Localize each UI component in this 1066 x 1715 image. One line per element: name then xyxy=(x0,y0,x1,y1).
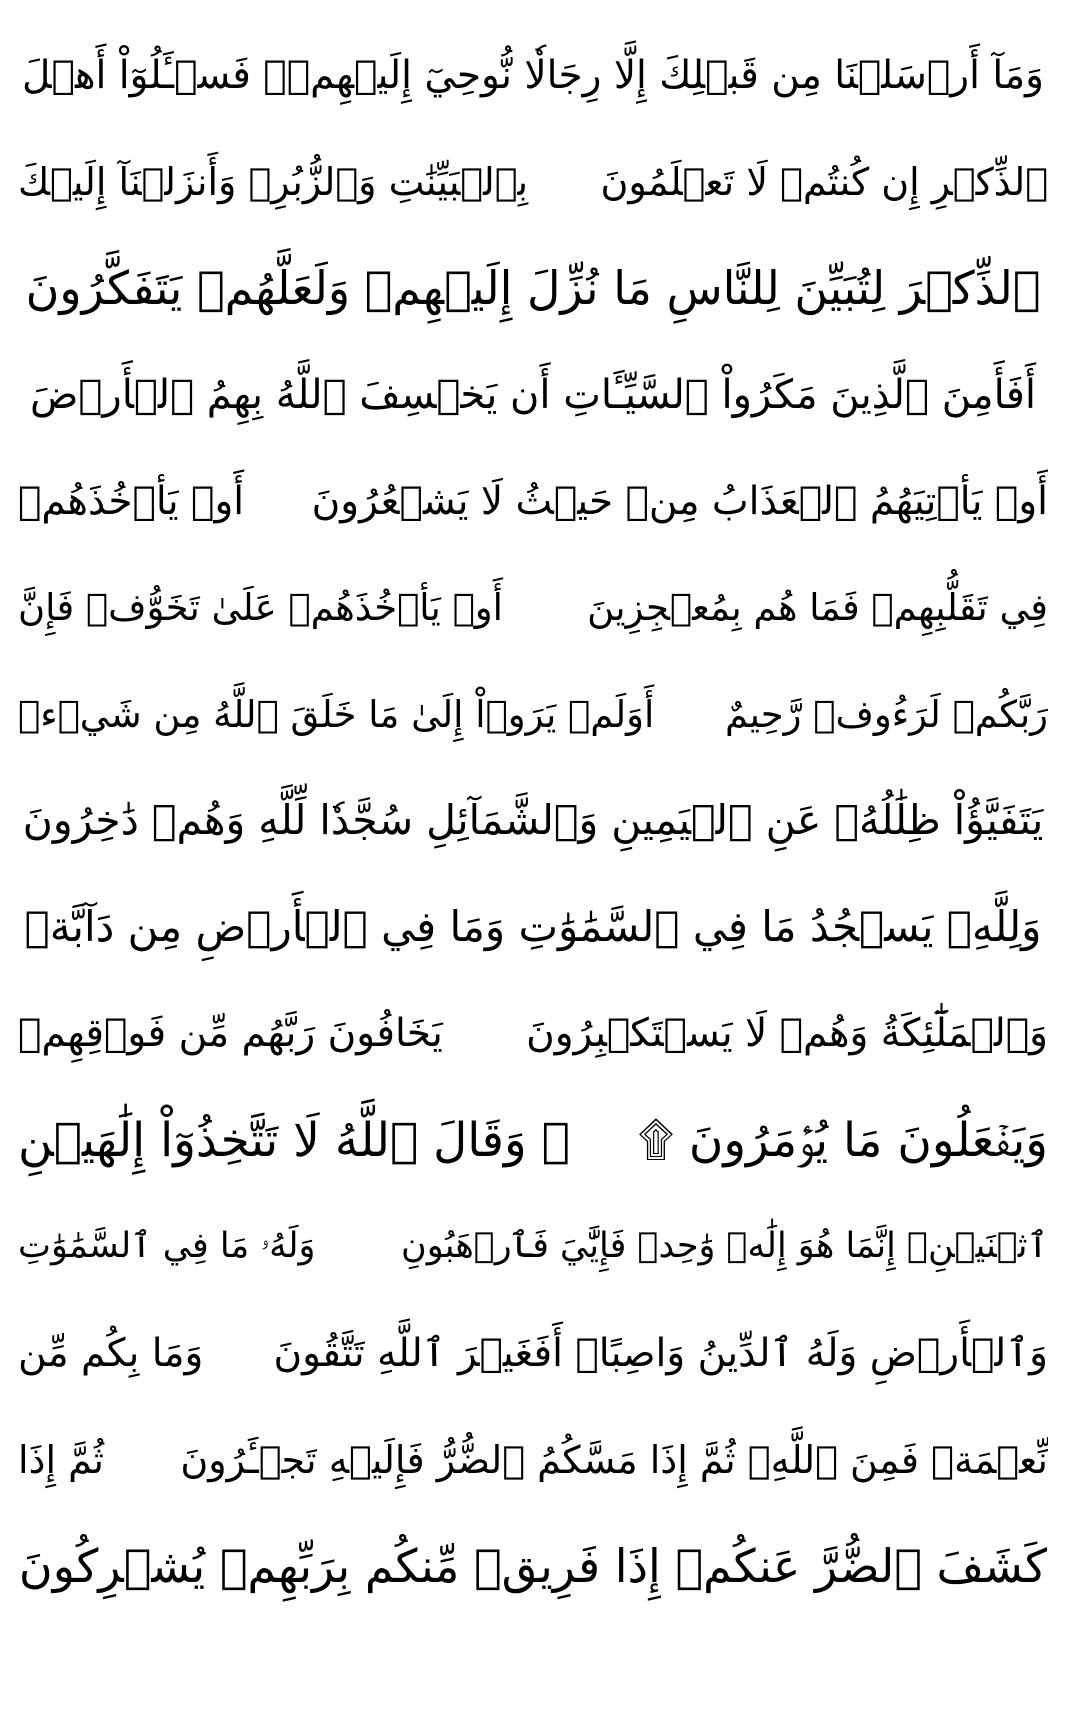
text-line xyxy=(18,129,1048,236)
line-text: أَوۡ يَأۡخُذَهُمۡ عَلَىٰ تَخَوُّفٖ فَإِنَّ xyxy=(18,586,503,630)
line-text: يَتَفَيَّؤُاْ ظِلَٰلُهُۥ عَنِ ٱلۡيَمِينِ وَٱلشَّمَآئِلِ سُجَّدٗا لِّلَّهِ وَهُمۡ دَٰخِرُونَ xyxy=(22,796,1044,845)
line-text: وَٱلۡأَرۡضِ وَلَهُ ٱلدِّينُ وَاصِبًاۚ أَفَغَيۡرَ ٱللَّهِ تَتَّقُونَ xyxy=(273,1330,1048,1376)
line-text: ۞ وَقَالَ ٱللَّهُ لَا تَتَّخِذُوٓاْ إِلَٰهَيۡنِ xyxy=(18,1112,570,1168)
line-text: رَبَّكُمۡ لَرَءُوفٞ رَّحِيمٌ xyxy=(725,692,1048,736)
line-text: فِي تَقَلُّبِهِمۡ فَمَا هُم بِمُعۡجِزِينَ xyxy=(587,586,1048,630)
line-text: ٱلذِّكۡرِ إِن كُنتُمۡ لَا تَعۡلَمُونَ xyxy=(600,159,1048,204)
text-line xyxy=(18,1513,1048,1620)
line-text: ٱلذِّكۡرَ لِتُبَيِّنَ لِلنَّاسِ مَا نُزِّلَ إِلَيۡهِمۡ وَلَعَلَّهُمۡ يَتَفَكَّرُونَ xyxy=(25,261,1041,316)
line-text: يَخَافُونَ رَبَّهُم مِّن فَوۡقِهِمۡ xyxy=(18,1011,443,1057)
text-line xyxy=(18,22,1048,129)
line-text: نِّعۡمَةٖ فَمِنَ ٱللَّهِۖ ثُمَّ إِذَا مَسَّكُمُ ٱلضُّرُّ فَإِلَيۡهِ تَجۡـَٔرُونَ xyxy=(180,1437,1048,1482)
line-text: وَمَا بِكُم مِّن xyxy=(18,1330,204,1376)
line-text: كَشَفَ ٱلضُّرَّ عَنكُمۡ إِذَا فَرِيقٞ مِّنكُم بِرَبِّهِمۡ يُشۡرِكُونَ xyxy=(18,1539,1048,1594)
line-text: أَوۡ يَأۡخُذَهُمۡ xyxy=(18,478,245,524)
text-line xyxy=(18,1194,1048,1301)
text-line xyxy=(18,1300,1048,1407)
line-text: أَوۡ يَأۡتِيَهُمُ ٱلۡعَذَابُ مِنۡ حَيۡثُ لَا يَشۡعُرُونَ xyxy=(311,478,1048,524)
line-text: أَفَأَمِنَ ٱلَّذِينَ مَكَرُواْ ٱلسَّيِّـَٔاتِ أَن يَخۡسِفَ ٱللَّهُ بِهِمُ ٱلۡأَرۡضَ xyxy=(30,371,1036,418)
line-text: وَٱلۡمَلَٰٓئِكَةُ وَهُمۡ لَا يَسۡتَكۡبِرُونَ xyxy=(526,1011,1048,1057)
text-line xyxy=(18,1407,1048,1514)
text-line xyxy=(18,342,1048,449)
line-text: ٱثۡنَيۡنِۖ إِنَّمَا هُوَ إِلَٰهٞ وَٰحِدٞ فَإِيَّٰيَ فَٱرۡهَبُونِ xyxy=(400,1226,1048,1267)
line-text: وَلِلَّهِۤ يَسۡجُدُ مَا فِي ٱلسَّمَٰوَٰتِ وَمَا فِي ٱلۡأَرۡضِ مِن دَآبَّةٖ xyxy=(24,902,1042,952)
text-line xyxy=(18,874,1048,981)
line-text: وَيَفۡعَلُونَ مَا يُؤۡمَرُونَ ۩ xyxy=(638,1112,1048,1168)
text-line xyxy=(18,981,1048,1088)
line-text: ثُمَّ إِذَا xyxy=(18,1437,104,1482)
line-text: بِٱلۡبَيِّنَٰتِ وَٱلزُّبُرِۗ وَأَنزَلۡنَآ إِلَيۡكَ xyxy=(18,159,529,204)
text-line xyxy=(18,235,1048,342)
line-text: وَمَآ أَرۡسَلۡنَا مِن قَبۡلِكَ إِلَّا رِجَالٗا نُّوحِيٓ إِلَيۡهِمۡۖ فَسۡـَٔلُوٓاْ أَهۡلَ xyxy=(22,52,1044,98)
text-line xyxy=(18,555,1048,662)
text-line xyxy=(18,1087,1048,1194)
line-text: وَلَهُۥ مَا فِي ٱلسَّمَٰوَٰتِ xyxy=(18,1226,316,1267)
text-line xyxy=(18,768,1048,875)
verse-lines xyxy=(18,22,1048,1620)
text-line xyxy=(18,661,1048,768)
text-line xyxy=(18,448,1048,555)
line-text: أَوَلَمۡ يَرَوۡاْ إِلَىٰ مَا خَلَقَ ٱللَّهُ مِن شَيۡءٖ xyxy=(18,692,655,736)
